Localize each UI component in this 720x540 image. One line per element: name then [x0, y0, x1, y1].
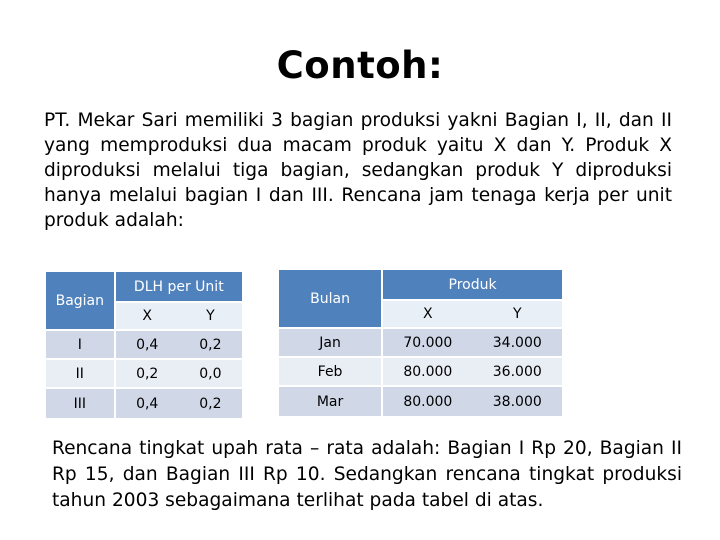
bulan-cell: Feb [279, 357, 382, 386]
dlh-y-cell: 0,2 [179, 330, 242, 359]
bagian-cell: III [46, 388, 115, 418]
dlh-table [46, 272, 242, 418]
dlh-y-cell: 0,0 [179, 359, 242, 388]
produk-y-cell: 34.000 [473, 328, 562, 357]
wage-paragraph: Rencana tingkat upah rata – rata adalah: Bagian I Rp 20, Bagian II Rp 15, dan Bagian III Rp 10. Sedangkan rencana tingkat produksi tahun 2003 sebagaimana terlihat pada tabel di atas. [52, 438, 682, 511]
slide-title: Contoh: [276, 44, 444, 87]
produk-x-header: X [382, 300, 472, 328]
table-row [279, 328, 562, 357]
dlh-group-header: DLH per Unit [115, 272, 242, 302]
dlh-x-cell: 0,4 [115, 388, 179, 418]
intro-paragraph: PT. Mekar Sari memiliki 3 bagian produksi yakni Bagian I, II, dan II yang memproduksi dua macam produk yaitu X dan Y. Produk X diproduksi melalui tiga bagian, sedangkan produk Y diproduksi hanya melalui bagian I dan III. Rencana jam tenaga kerja per unit produk adalah: [44, 110, 672, 231]
table-row [46, 359, 242, 388]
bulan-cell: Mar [279, 386, 382, 416]
bulan-cell: Jan [279, 328, 382, 357]
produk-group-header: Produk [382, 270, 562, 300]
produk-x-cell: 70.000 [382, 328, 472, 357]
dlh-x-cell: 0,2 [115, 359, 179, 388]
bagian-cell: I [46, 330, 115, 359]
bulan-header: Bulan [279, 270, 382, 328]
produk-x-cell: 80.000 [382, 357, 472, 386]
table-row [46, 330, 242, 359]
table-row [279, 357, 562, 386]
produk-y-cell: 36.000 [473, 357, 562, 386]
table-row [46, 388, 242, 418]
bagian-header: Bagian [46, 272, 115, 330]
dlh-x-cell: 0,4 [115, 330, 179, 359]
produk-table [279, 270, 562, 416]
table-row [279, 386, 562, 416]
dlh-y-header: Y [179, 302, 242, 330]
produk-y-cell: 38.000 [473, 386, 562, 416]
produk-x-cell: 80.000 [382, 386, 472, 416]
bagian-cell: II [46, 359, 115, 388]
dlh-y-cell: 0,2 [179, 388, 242, 418]
dlh-x-header: X [115, 302, 179, 330]
produk-y-header: Y [473, 300, 562, 328]
